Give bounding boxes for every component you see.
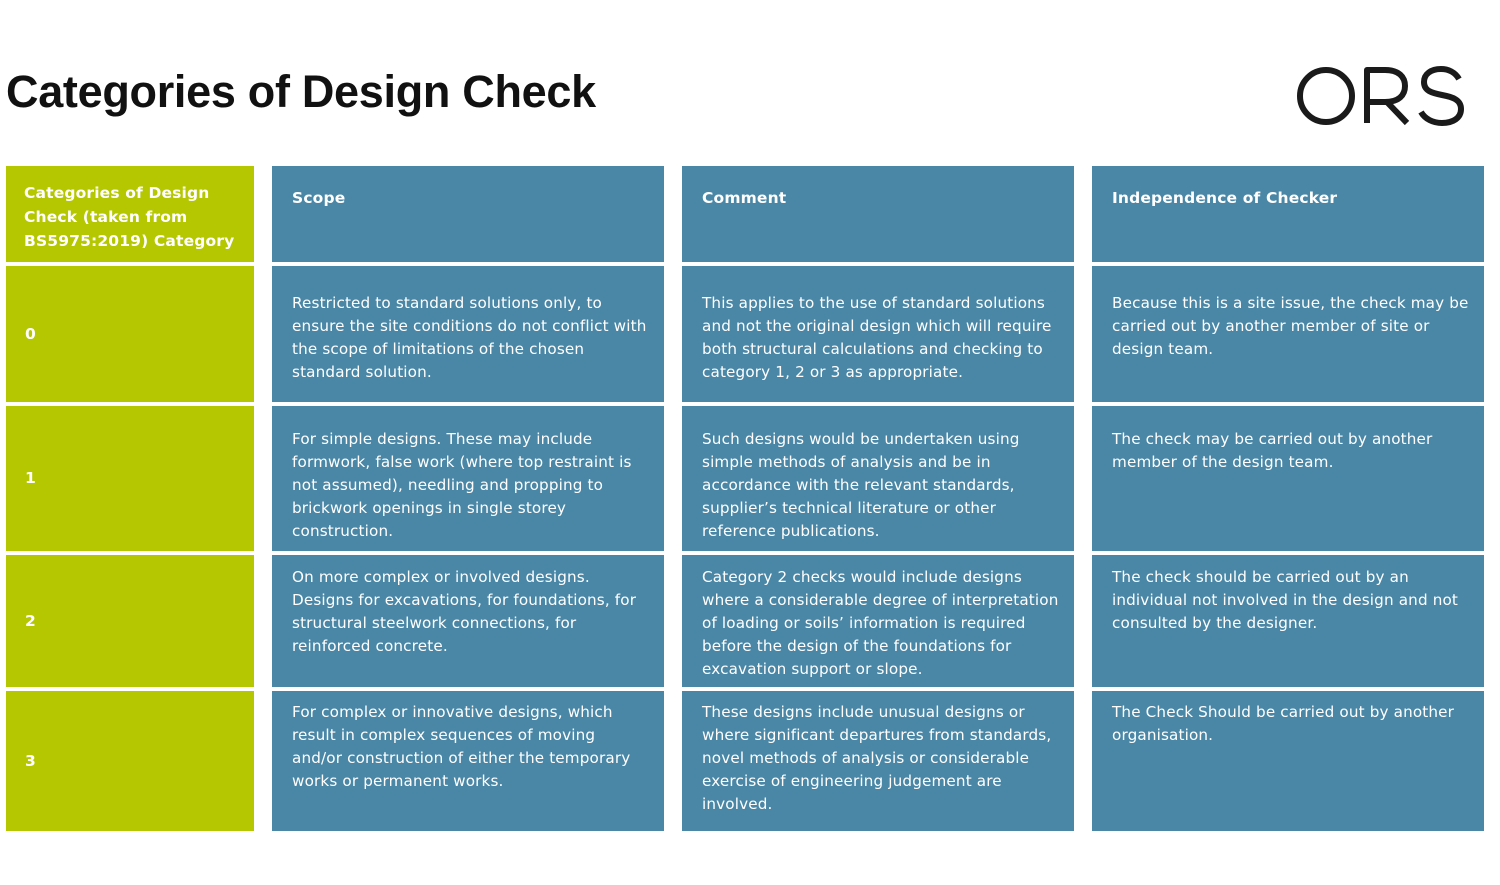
scope-cell: For complex or innovative designs, which result in complex sequences of moving and/or construction of either the temporary works or permanent works. — [272, 691, 664, 831]
comment-cell: These designs include unusual designs or where significant departures from standards, novel methods of analysis or considerable exercise of engineering judgement are involved. — [682, 691, 1074, 831]
independence-cell: The check may be carried out by another member of the design team. — [1092, 406, 1484, 551]
page-title: Categories of Design Check — [6, 66, 596, 117]
independence-cell: Because this is a site issue, the check may be carried out by another member of site or design team. — [1092, 266, 1484, 402]
independence-cell: The Check Should be carried out by another organisation. — [1092, 691, 1484, 831]
header-comment: Comment — [682, 166, 1074, 262]
comment-cell: This applies to the use of standard solutions and not the original design which will require both structural calculations and checking to category 1, 2 or 3 as appropriate. — [682, 266, 1074, 402]
independence-cell: The check should be carried out by an individual not involved in the design and not consulted by the designer. — [1092, 555, 1484, 687]
category-cell: 1 — [6, 406, 254, 551]
comment-cell: Category 2 checks would include designs where a considerable degree of interpretation of loading or soils’ information is required before the design of the foundations for excavation support or slope. — [682, 555, 1074, 687]
ors-logo — [1295, 64, 1465, 128]
design-check-table — [6, 166, 1485, 831]
header-category: Categories of Design Check (taken from BS5975:2019) Category — [6, 166, 254, 262]
comment-cell: Such designs would be undertaken using simple methods of analysis and be in accordance with the relevant standards, supplier’s technical literature or other reference publications. — [682, 406, 1074, 551]
header-independence: Independence of Checker — [1092, 166, 1484, 262]
scope-cell: Restricted to standard solutions only, to ensure the site conditions do not conflict with the scope of limitations of the chosen standard solution. — [272, 266, 664, 402]
category-cell: 0 — [6, 266, 254, 402]
scope-cell: On more complex or involved designs. Designs for excavations, for foundations, for structural steelwork connections, for reinforced concrete. — [272, 555, 664, 687]
category-cell: 2 — [6, 555, 254, 687]
category-cell: 3 — [6, 691, 254, 831]
scope-cell: For simple designs. These may include formwork, false work (where top restraint is not assumed), needling and propping to brickwork openings in single storey construction. — [272, 406, 664, 551]
header-scope: Scope — [272, 166, 664, 262]
